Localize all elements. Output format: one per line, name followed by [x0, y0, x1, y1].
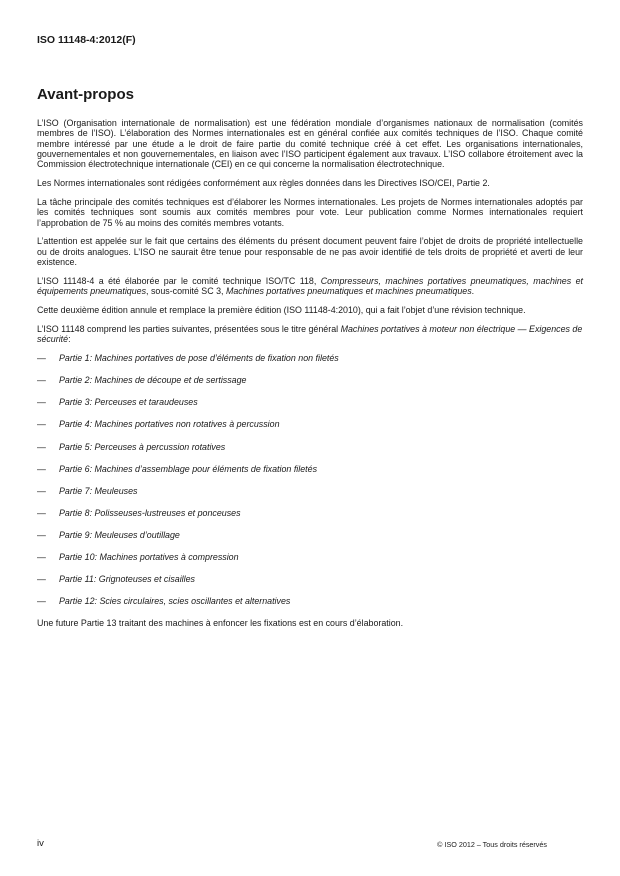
- list-item: [37, 464, 583, 474]
- paragraph-directives: Les Normes internationales sont rédigées conformément aux règles données dans les Directives ISO/CEI, Partie 2.: [37, 178, 490, 189]
- list-item: [37, 397, 583, 407]
- list-item: [37, 375, 583, 385]
- paragraph-committees: La tâche principale des comités techniques est d’élaborer les Normes internationales. Les projets de Normes internationales adoptés par les comités techniques sont soumis aux comités membres pour vote. Leur publication comme Normes internationales requiert l’approbation de 75 % au moins des comités membres votants.: [37, 196, 583, 228]
- dash-bullet: —: [37, 596, 46, 607]
- dash-bullet: —: [37, 397, 46, 408]
- foreword-body: [37, 118, 583, 637]
- paragraph-patent-rights: L’attention est appelée sur le fait que certains des éléments du présent document peuvent faire l’objet de droits de propriété intellectuelle ou de droits analogues. L’ISO ne saurait être tenue pour responsable de ne pas avoir identifié de tels droits de propriété et averti de leur existence.: [37, 236, 583, 268]
- part-title: Partie 12: Scies circulaires, scies oscillantes et alternatives: [59, 596, 291, 607]
- dash-bullet: —: [37, 507, 46, 518]
- committee-title: Compresseurs, machines portatives pneumatiques, machines et équipements pneumatiques: [37, 275, 583, 297]
- part-title: Partie 3: Perceuses et taraudeuses: [59, 397, 198, 408]
- dash-bullet: —: [37, 485, 46, 496]
- part-title: Partie 11: Grignoteuses et cisailles: [59, 574, 195, 585]
- parts-intro-end: :: [68, 334, 71, 345]
- general-title: Machines portatives à moteur non électrique — Exigences de sécurité: [37, 324, 583, 345]
- dash-bullet: —: [37, 375, 46, 386]
- prepared-by-sc: , sous-comité SC 3,: [146, 286, 226, 297]
- paragraph-future-part: Une future Partie 13 traitant des machines à enfoncer les fixations est en cours d’élaboration.: [37, 618, 404, 629]
- parts-intro-text: L’ISO 11148 comprend les parties suivantes, présentées sous le titre général: [37, 324, 341, 335]
- part-title: Partie 4: Machines portatives non rotatives à percussion: [59, 419, 280, 430]
- dash-bullet: —: [37, 552, 46, 563]
- dash-bullet: —: [37, 529, 46, 540]
- list-item: [37, 442, 583, 452]
- dash-bullet: —: [37, 463, 46, 474]
- paragraph-parts-intro: [37, 324, 583, 345]
- prepared-by-text: L’ISO 11148-4 a été élaborée par le comité technique ISO/TC 118,: [37, 275, 321, 286]
- subcommittee-title: Machines portatives pneumatiques et machines pneumatiques: [225, 286, 472, 297]
- page-title: Avant-propos: [37, 86, 134, 103]
- paragraph-iso-intro: L’ISO (Organisation internationale de normalisation) est une fédération mondiale d’organismes nationaux de normalisation (comités membres de l’ISO). L’élaboration des Normes internationales est en général confiée aux comités techniques de l’ISO. Chaque comité membre intéressé par une étude a le droit de faire partie du comité technique créé à cet effet. Les organisations internationales, gouvernementales et non gouvernementales, en liaison avec l’ISO participent également aux travaux. L’ISO collabore étroitement avec la Commission électrotechnique internationale (CEI) en ce qui concerne la normalisation électrotechnique.: [37, 118, 583, 170]
- parts-list: [37, 353, 583, 606]
- dash-bullet: —: [37, 441, 46, 452]
- paragraph-prepared-by: [37, 276, 583, 297]
- list-item: [37, 530, 583, 540]
- document-code: ISO 11148-4:2012(F): [37, 34, 136, 46]
- part-title: Partie 9: Meuleuses d’outillage: [59, 529, 180, 540]
- prepared-by-end: .: [471, 286, 475, 297]
- part-title: Partie 1: Machines portatives de pose d’éléments de fixation non filetés: [59, 353, 339, 364]
- part-title: Partie 5: Perceuses à percussion rotatives: [59, 441, 226, 452]
- part-title: Partie 6: Machines d’assemblage pour éléments de fixation filetés: [59, 463, 318, 474]
- list-item: [37, 353, 583, 363]
- part-title: Partie 10: Machines portatives à compression: [59, 552, 239, 563]
- part-title: Partie 7: Meuleuses: [59, 485, 138, 496]
- list-item: [37, 552, 583, 562]
- copyright-notice: © ISO 2012 – Tous droits réservés: [437, 840, 547, 849]
- list-item: [37, 508, 583, 518]
- dash-bullet: —: [37, 419, 46, 430]
- part-title: Partie 2: Machines de découpe et de sertissage: [59, 375, 247, 386]
- part-title: Partie 8: Polisseuses-lustreuses et ponceuses: [59, 507, 241, 518]
- list-item: [37, 574, 583, 584]
- list-item: [37, 596, 583, 606]
- list-item: [37, 419, 583, 429]
- dash-bullet: —: [37, 353, 46, 364]
- dash-bullet: —: [37, 574, 46, 585]
- paragraph-edition: Cette deuxième édition annule et remplace la première édition (ISO 11148-4:2010), qui a fait l’objet d’une révision technique.: [37, 305, 526, 316]
- page-number: iv: [37, 838, 44, 849]
- list-item: [37, 486, 583, 496]
